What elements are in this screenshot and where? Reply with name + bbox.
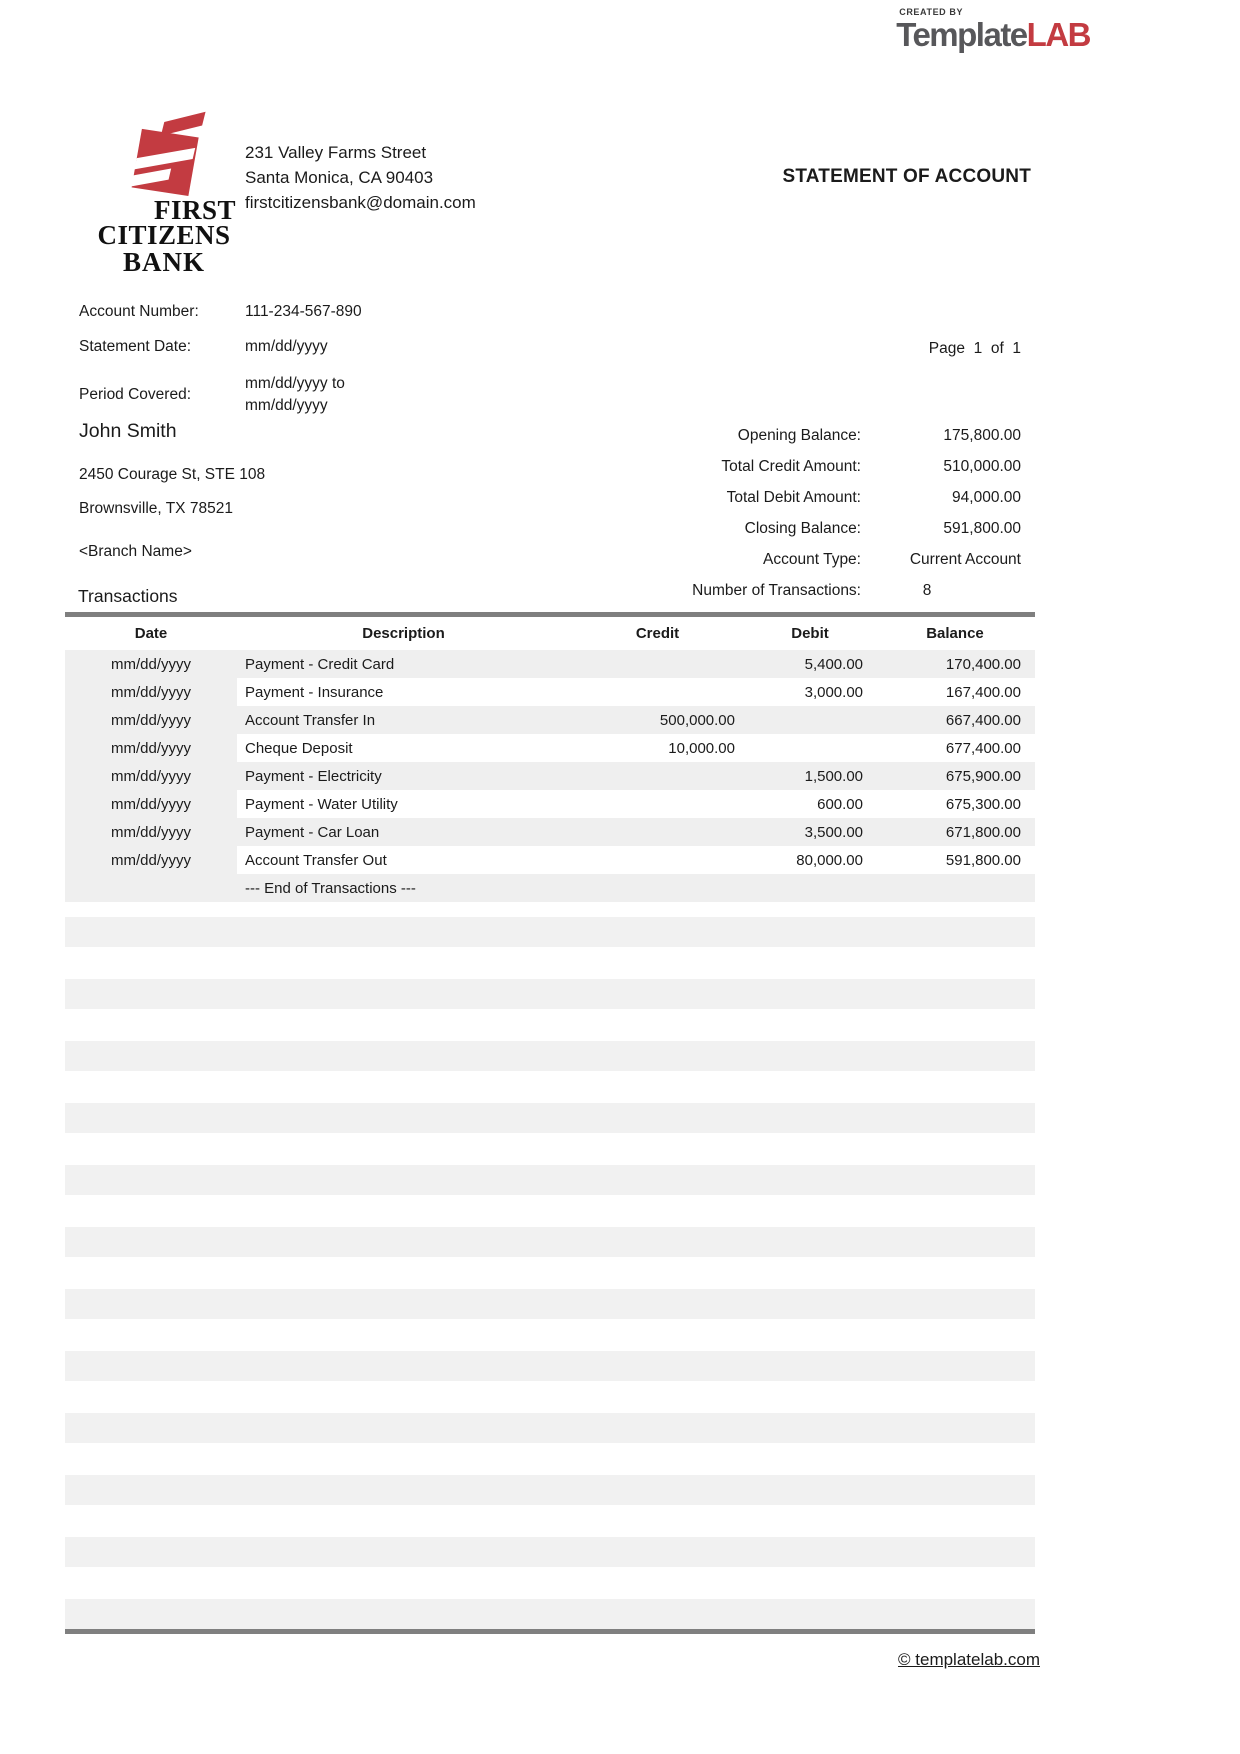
templatelab-footer-link[interactable]: © templatelab.com [898, 1650, 1040, 1669]
bank-address-line2: Santa Monica, CA 90403 [245, 168, 434, 187]
column-header-debit: Debit [791, 625, 829, 642]
cell-date: mm/dd/yyyy [65, 846, 237, 874]
summary-value: 175,800.00 [943, 426, 1021, 444]
cell-credit: 500,000.00 [659, 711, 735, 729]
period-line2: mm/dd/yyyy [245, 397, 328, 414]
table-row [65, 846, 1035, 874]
empty-row [65, 1041, 1035, 1071]
bank-logo [88, 110, 240, 275]
column-header-credit: Credit [635, 625, 680, 642]
cell-desc: --- End of Transactions --- [245, 879, 416, 897]
cell-credit [570, 678, 745, 706]
statement-date-value: mm/dd/yyyy [245, 338, 328, 355]
empty-row [65, 1599, 1035, 1629]
cell-debit [745, 706, 875, 734]
empty-row [65, 1103, 1035, 1133]
cell-balance: 167,400.00 [945, 683, 1021, 701]
cell-debit: 600.00 [817, 795, 863, 813]
cell-date: mm/dd/yyyy [65, 650, 237, 678]
row-cells [237, 790, 1035, 818]
row-cells [237, 706, 1035, 734]
summary-row [381, 451, 1021, 482]
cell-balance: 591,800.00 [945, 851, 1021, 869]
account-number-label: Account Number: [79, 303, 199, 320]
bank-name-line3: BANK [122, 247, 205, 277]
cell-debit: 3,500.00 [804, 823, 863, 841]
cell-debit [745, 874, 875, 902]
cell-balance: 677,400.00 [945, 739, 1021, 757]
logo-template-text: Template [896, 16, 1027, 53]
table-row [65, 818, 1035, 846]
row-cells [237, 678, 1035, 706]
empty-row [65, 979, 1035, 1009]
created-by-label: CREATED BY [899, 7, 964, 17]
cell-desc: Payment - Electricity [245, 767, 382, 785]
cell-debit: 5,400.00 [804, 655, 863, 673]
column-header-description: Description [362, 625, 445, 642]
period-covered-value [245, 373, 345, 417]
table-row [65, 790, 1035, 818]
row-cells [237, 846, 1035, 874]
summary-label: Number of Transactions: [692, 581, 861, 599]
table-row [65, 678, 1035, 706]
statement-title: STATEMENT OF ACCOUNT [782, 166, 1031, 187]
cell-desc: Account Transfer Out [245, 851, 387, 869]
cell-date: mm/dd/yyyy [65, 790, 237, 818]
end-of-transactions-row [65, 874, 1035, 902]
cell-balance: 675,300.00 [945, 795, 1021, 813]
cell-date: mm/dd/yyyy [65, 678, 237, 706]
transactions-table [65, 612, 1035, 1634]
customer-block [79, 420, 265, 534]
summary-value: 8 [922, 581, 932, 599]
summary-value: 94,000.00 [952, 488, 1021, 506]
cell-credit [570, 846, 745, 874]
bank-name-line1: FIRST [153, 195, 236, 225]
column-header-date: Date [134, 625, 168, 642]
summary-row [381, 513, 1021, 544]
cell-balance: 667,400.00 [945, 711, 1021, 729]
cell-balance: 170,400.00 [945, 655, 1021, 673]
cell-debit: 80,000.00 [796, 851, 863, 869]
summary-row [381, 482, 1021, 513]
empty-row [65, 1227, 1035, 1257]
period-covered-label: Period Covered: [79, 386, 192, 403]
logo-lab-text: LAB [1026, 16, 1090, 53]
bank-address-line1: 231 Valley Farms Street [245, 143, 427, 162]
summary-value: 510,000.00 [943, 457, 1021, 475]
period-covered-row [79, 373, 739, 417]
empty-row [65, 917, 1035, 947]
customer-address-line2: Brownsville, TX 78521 [79, 500, 233, 517]
empty-row [65, 1165, 1035, 1195]
summary-value: Current Account [909, 550, 1021, 568]
empty-row [65, 1351, 1035, 1381]
summary-label: Total Credit Amount: [721, 457, 861, 475]
page-indicator: Page 1 of 1 [928, 340, 1021, 357]
row-cells [237, 762, 1035, 790]
customer-address-line1: 2450 Courage St, STE 108 [79, 466, 266, 483]
bank-address-block [245, 140, 476, 215]
table-row [65, 706, 1035, 734]
table-body [65, 650, 1035, 902]
cell-date: mm/dd/yyyy [65, 762, 237, 790]
table-header-row [65, 617, 1035, 650]
row-cells [237, 818, 1035, 846]
cell-desc: Payment - Credit Card [245, 655, 395, 673]
summary-row [381, 544, 1021, 575]
empty-row [65, 1537, 1035, 1567]
row-cells [237, 874, 1035, 902]
table-row [65, 650, 1035, 678]
cell-desc: Account Transfer In [245, 711, 376, 729]
summary-row [381, 420, 1021, 451]
summary-label: Account Type: [763, 550, 861, 568]
cell-debit: 3,000.00 [804, 683, 863, 701]
cell-balance: 671,800.00 [945, 823, 1021, 841]
branch-name: <Branch Name> [79, 543, 192, 560]
period-line1: mm/dd/yyyy to [245, 375, 345, 392]
cell-credit [570, 790, 745, 818]
cell-date: mm/dd/yyyy [65, 706, 237, 734]
empty-row [65, 1475, 1035, 1505]
cell-balance [875, 874, 1035, 902]
cell-desc: Payment - Water Utility [245, 795, 398, 813]
cell-credit [570, 650, 745, 678]
bank-email: firstcitizensbank@domain.com [245, 193, 476, 212]
transactions-heading: Transactions [78, 586, 178, 606]
cell-balance: 675,900.00 [945, 767, 1021, 785]
table-row [65, 734, 1035, 762]
cell-credit [570, 818, 745, 846]
cell-desc: Cheque Deposit [245, 739, 353, 757]
statement-date-label: Statement Date: [79, 338, 192, 355]
empty-row [65, 1413, 1035, 1443]
bank-flag-icon [122, 110, 210, 196]
summary-label: Total Debit Amount: [726, 488, 861, 506]
table-row [65, 762, 1035, 790]
summary-label: Closing Balance: [744, 519, 861, 537]
cell-debit [745, 734, 875, 762]
account-number-row [79, 303, 739, 325]
cell-credit [570, 762, 745, 790]
cell-debit: 1,500.00 [804, 767, 863, 785]
account-number-value: 111-234-567-890 [245, 303, 362, 320]
cell-credit: 10,000.00 [668, 739, 735, 757]
templatelab-logo [896, 8, 1090, 51]
templatelab-wordmark [896, 18, 1090, 51]
column-header-balance: Balance [926, 625, 984, 642]
cell-date: mm/dd/yyyy [65, 734, 237, 762]
summary-value: 591,800.00 [943, 519, 1021, 537]
empty-row [65, 1289, 1035, 1319]
summary-block [381, 420, 1021, 606]
bank-name-line2: CITIZENS [97, 220, 231, 250]
summary-row [381, 575, 1021, 606]
cell-desc: Payment - Insurance [245, 683, 384, 701]
customer-name: John Smith [79, 420, 177, 442]
account-meta [79, 303, 739, 430]
cell-date [65, 874, 237, 902]
cell-credit [570, 874, 745, 902]
statement-date-row [79, 338, 739, 360]
row-cells [237, 734, 1035, 762]
cell-desc: Payment - Car Loan [245, 823, 380, 841]
row-cells [237, 650, 1035, 678]
empty-rows-area [65, 917, 1035, 1629]
cell-date: mm/dd/yyyy [65, 818, 237, 846]
summary-label: Opening Balance: [737, 426, 861, 444]
